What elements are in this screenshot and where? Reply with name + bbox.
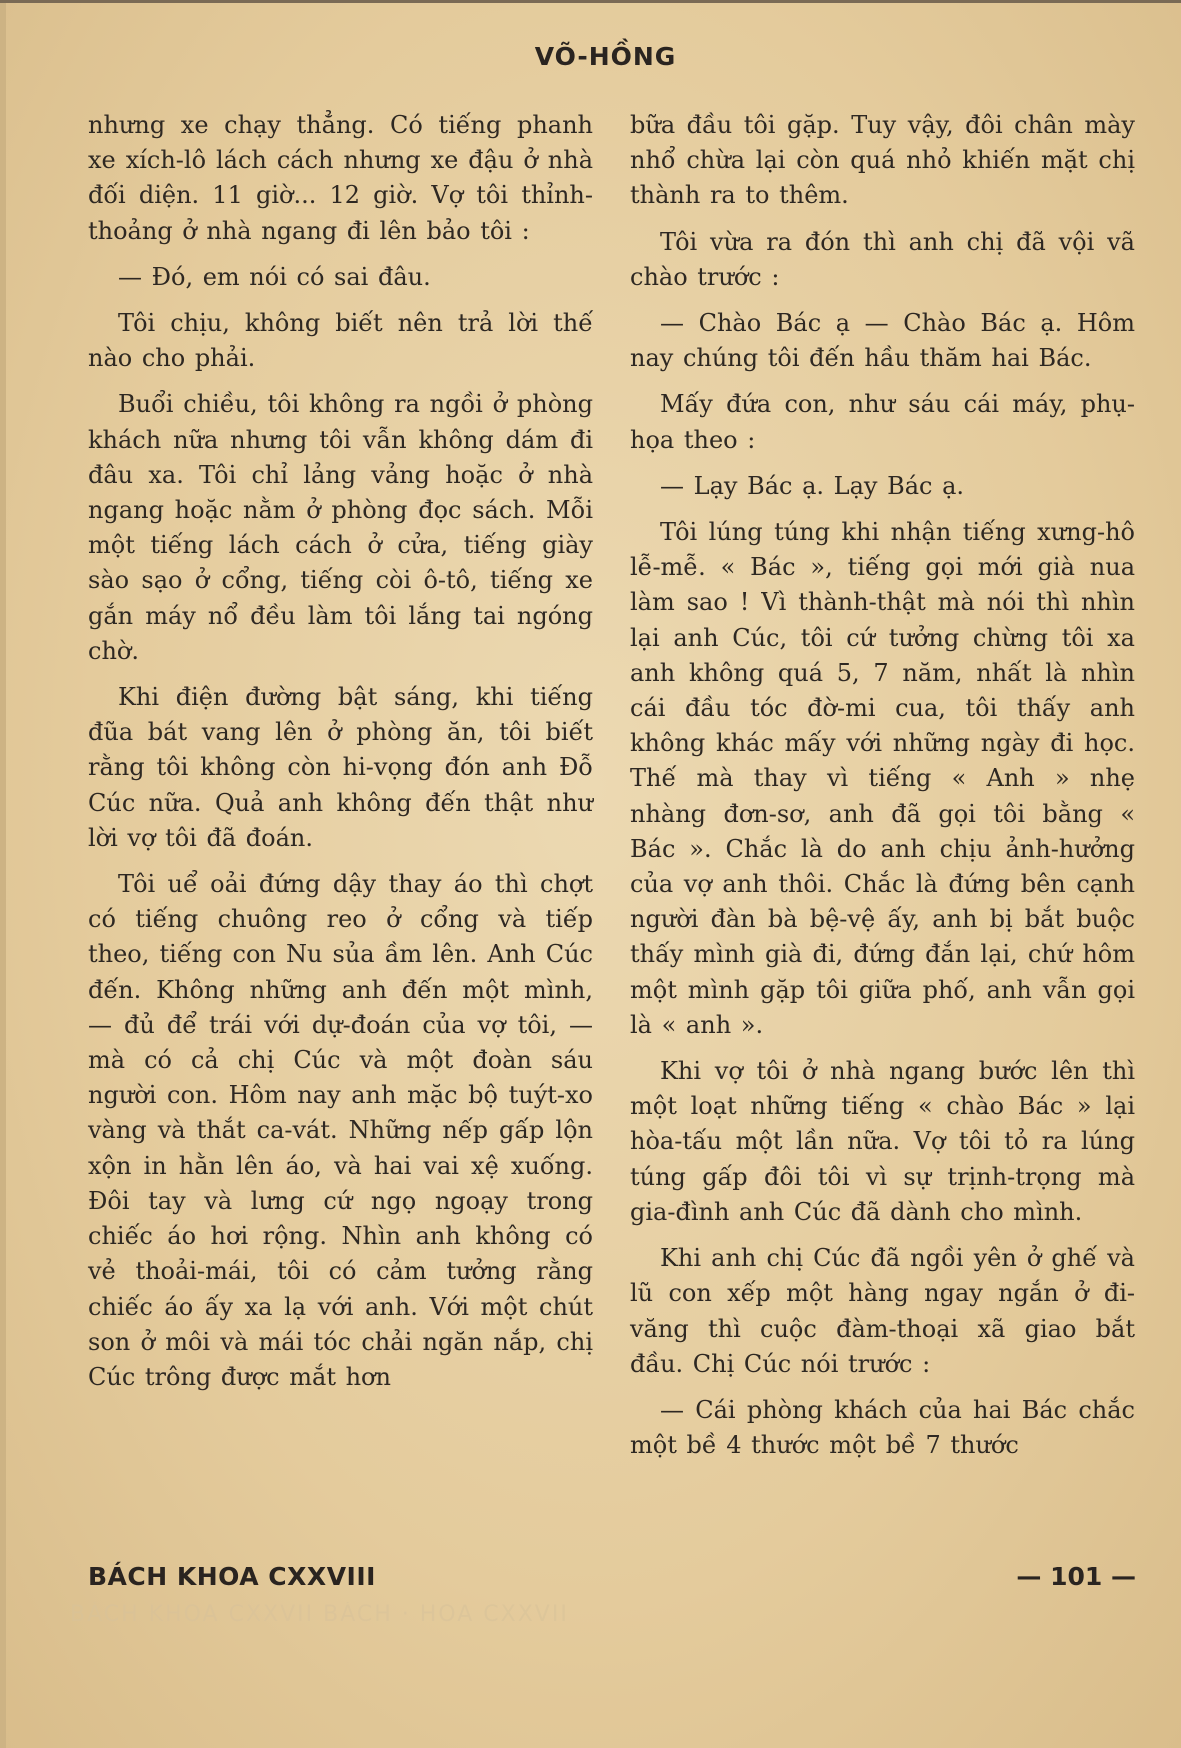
bleed-through-text: BÁCH KHOA CXXVII BÁCH · HOA CXXVII xyxy=(70,1602,569,1627)
paragraph: Buổi chiều, tôi không ra ngồi ở phòng khách nữa nhưng tôi vẫn không dám đi đâu xa. Tôi chỉ lảng vảng hoặc ở nhà ngang hoặc nằm ở phòng đọc sách. Mỗi một tiếng lách cách ở cửa, tiếng giày sào sạo ở cổng, tiếng còi ô-tô, tiếng xe gắn máy nổ đều làm tôi lắng tai ngóng chờ. xyxy=(88,390,593,665)
paragraph: Khi điện đường bật sáng, khi tiếng đũa bát vang lên ở phòng ăn, tôi biết rằng tôi không còn hi-vọng đón anh Đỗ Cúc nữa. Quả anh không đến thật như lời vợ tôi đã đoán. xyxy=(88,683,593,852)
paragraph: bữa đầu tôi gặp. Tuy vậy, đôi chân mày nhổ chừa lại còn quá nhỏ khiến mặt chị thành ra to thêm. xyxy=(630,111,1135,210)
paragraph: Tôi chịu, không biết nên trả lời thế nào cho phải. xyxy=(88,309,593,373)
footer-magazine-title: BÁCH KHOA CXXVIII xyxy=(88,1562,376,1591)
page-edge xyxy=(0,0,6,1748)
left-column xyxy=(88,108,593,1406)
paragraph: — Lạy Bác ạ. Lạy Bác ạ. xyxy=(660,471,965,500)
footer-page-number: — 101 — xyxy=(1016,1562,1136,1591)
paragraph: Mấy đứa con, như sáu cái máy, phụ-họa theo : xyxy=(630,390,1135,454)
paragraph: — Cái phòng khách của hai Bác chắc một bề 4 thước một bề 7 thước xyxy=(630,1395,1135,1460)
paragraph: Khi anh chị Cúc đã ngồi yên ở ghế và lũ con xếp một hàng ngay ngắn ở đi-văng thì cuộc đàm-thoại xã giao bắt đầu. Chị Cúc nói trước : xyxy=(630,1244,1135,1378)
running-header-author: VÕ-HỒNG xyxy=(534,42,677,71)
paragraph: Tôi lúng túng khi nhận tiếng xưng-hô lễ-mễ. « Bác », tiếng gọi mới già nua làm sao ! Vì thành-thật mà nói thì nhìn lại anh Cúc, tôi cứ tưởng chừng tôi xa anh không quá 5, 7 năm, nhất là nhìn cái đầu tóc đờ-mi cua, tôi thấy anh không khác mấy với những ngày đi học. Thế mà thay vì tiếng « Anh » nhẹ nhàng đơn-sơ, anh đã gọi tôi bằng « Bác ». Chắc là do anh chịu ảnh-hưởng của vợ anh thôi. Chắc là đứng bên cạnh người đàn bà bệ-vệ ấy, anh bị bắt buộc thấy mình già đi, đứng đắn lại, chứ hôm một mình gặp tôi giữa phố, anh vẫn gọi là « anh ». xyxy=(630,518,1135,1039)
paragraph: — Đó, em nói có sai đâu. xyxy=(118,262,431,291)
top-rule xyxy=(0,0,1181,3)
paragraph: Khi vợ tôi ở nhà ngang bước lên thì một loạt những tiếng « chào Bác » lại hòa-tấu một lần nữa. Vợ tôi tỏ ra lúng túng gấp đôi tôi vì sự trịnh-trọng mà gia-đình anh Cúc đã dành cho mình. xyxy=(630,1057,1135,1226)
paragraph: — Chào Bác ạ — Chào Bác ạ. Hôm nay chúng tôi đến hầu thăm hai Bác. xyxy=(630,309,1135,373)
paragraph: Tôi vừa ra đón thì anh chị đã vội vã chào trước : xyxy=(630,227,1135,291)
paragraph: Tôi uể oải đứng dậy thay áo thì chợt có tiếng chuông reo ở cổng và tiếp theo, tiếng con Nu sủa ầm lên. Anh Cúc đến. Không những anh đến một mình, — đủ để trái với dự-đoán của vợ tôi, — mà có cả chị Cúc và một đoàn sáu người con. Hôm nay anh mặc bộ tuýt-xo vàng và thắt ca-vát. Những nếp gấp lộn xộn in hằn lên áo, và hai vai xệ xuống. Đôi tay và lưng cứ ngọ ngoạy trong chiếc áo hơi rộng. Nhìn anh không có vẻ thoải-mái, tôi có cảm tưởng rằng chiếc áo ấy xa lạ với anh. Với một chút son ở môi và mái tóc chải ngăn nắp, chị Cúc trông được mắt hơn xyxy=(88,870,593,1391)
right-column xyxy=(630,108,1135,1474)
paragraph: nhưng xe chạy thẳng. Có tiếng phanh xe xích-lô lách cách nhưng xe đậu ở nhà đối diện. 11 giờ... 12 giờ. Vợ tôi thỉnh-thoảng ở nhà ngang đi lên bảo tôi : xyxy=(88,111,593,245)
